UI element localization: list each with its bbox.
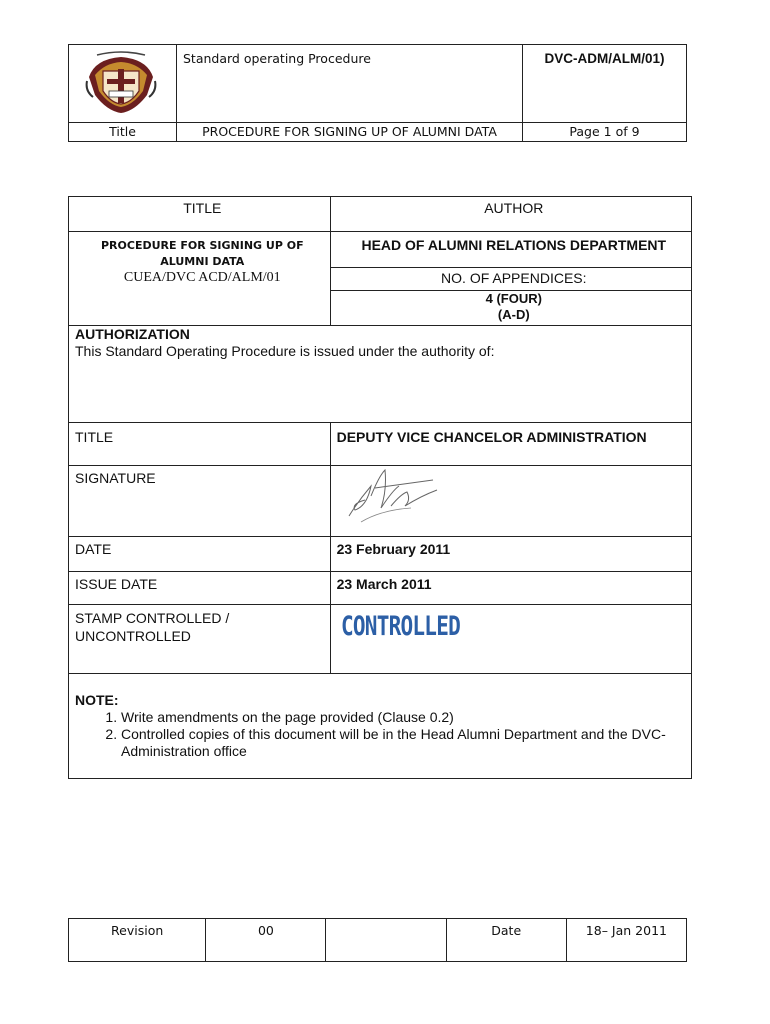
page-number: Page 1 of 9 [523, 123, 687, 142]
title-heading: TITLE [69, 197, 331, 232]
footer-date-value: 18– Jan 2011 [566, 919, 686, 962]
footer-date-label: Date [446, 919, 566, 962]
stamp-label-cell [69, 605, 331, 674]
author-heading: AUTHOR [330, 197, 691, 232]
date-label: DATE [69, 537, 331, 572]
university-logo-icon [85, 51, 157, 117]
appendices-label: NO. OF APPENDICES: [330, 268, 691, 291]
author-value: HEAD OF ALUMNI RELATIONS DEPARTMENT [330, 232, 691, 268]
revision-value: 00 [206, 919, 326, 962]
authority-title-value: DEPUTY VICE CHANCELOR ADMINISTRATION [330, 423, 691, 466]
authorization-cell [69, 326, 692, 423]
sop-label: Standard operating Procedure [177, 45, 523, 123]
procedure-line2: ALUMNI DATA [160, 255, 245, 268]
stamp-label-line1: STAMP CONTROLLED / [75, 610, 230, 626]
issue-date-value: 23 March 2011 [330, 572, 691, 605]
procedure-code: CUEA/DVC ACD/ALM/01 [123, 270, 281, 285]
note-heading: NOTE: [75, 692, 119, 708]
appendices-value: 4 (FOUR) [485, 291, 542, 306]
title-label: Title [69, 123, 177, 142]
logo-cell [69, 45, 177, 123]
title-value: PROCEDURE FOR SIGNING UP OF ALUMNI DATA [177, 123, 523, 142]
document-info-table [68, 196, 692, 779]
footer-table [68, 918, 687, 962]
header-table [68, 44, 687, 142]
revision-label: Revision [69, 919, 206, 962]
controlled-stamp: CONTROLLED [340, 611, 460, 642]
authority-title-label: TITLE [69, 423, 331, 466]
stamp-cell [330, 605, 691, 674]
appendices-value-cell [330, 291, 691, 326]
stamp-label-line2: UNCONTROLLED [75, 628, 191, 644]
note-item: 1. Write amendments on the page provided (Clause 0.2) [121, 709, 691, 726]
date-value: 23 February 2011 [330, 537, 691, 572]
document-code: DVC-ADM/ALM/01) [523, 45, 687, 123]
signature-label: SIGNATURE [69, 466, 331, 537]
signature-cell [330, 466, 691, 537]
issue-date-label: ISSUE DATE [69, 572, 331, 605]
note-cell [69, 674, 692, 779]
authorization-heading: AUTHORIZATION [75, 326, 190, 342]
footer-empty-cell [326, 919, 446, 962]
authorization-text: This Standard Operating Procedure is issued under the authority of: [75, 343, 495, 359]
signature-icon [341, 466, 451, 528]
note-list [75, 709, 691, 760]
procedure-line1: PROCEDURE FOR SIGNING UP OF [100, 239, 304, 252]
procedure-cell [69, 232, 331, 326]
note-item: 2. Controlled copies of this document will be in the Head Alumni Department and the DVC- Administration office [121, 726, 691, 760]
appendices-range: (A-D) [497, 307, 530, 322]
